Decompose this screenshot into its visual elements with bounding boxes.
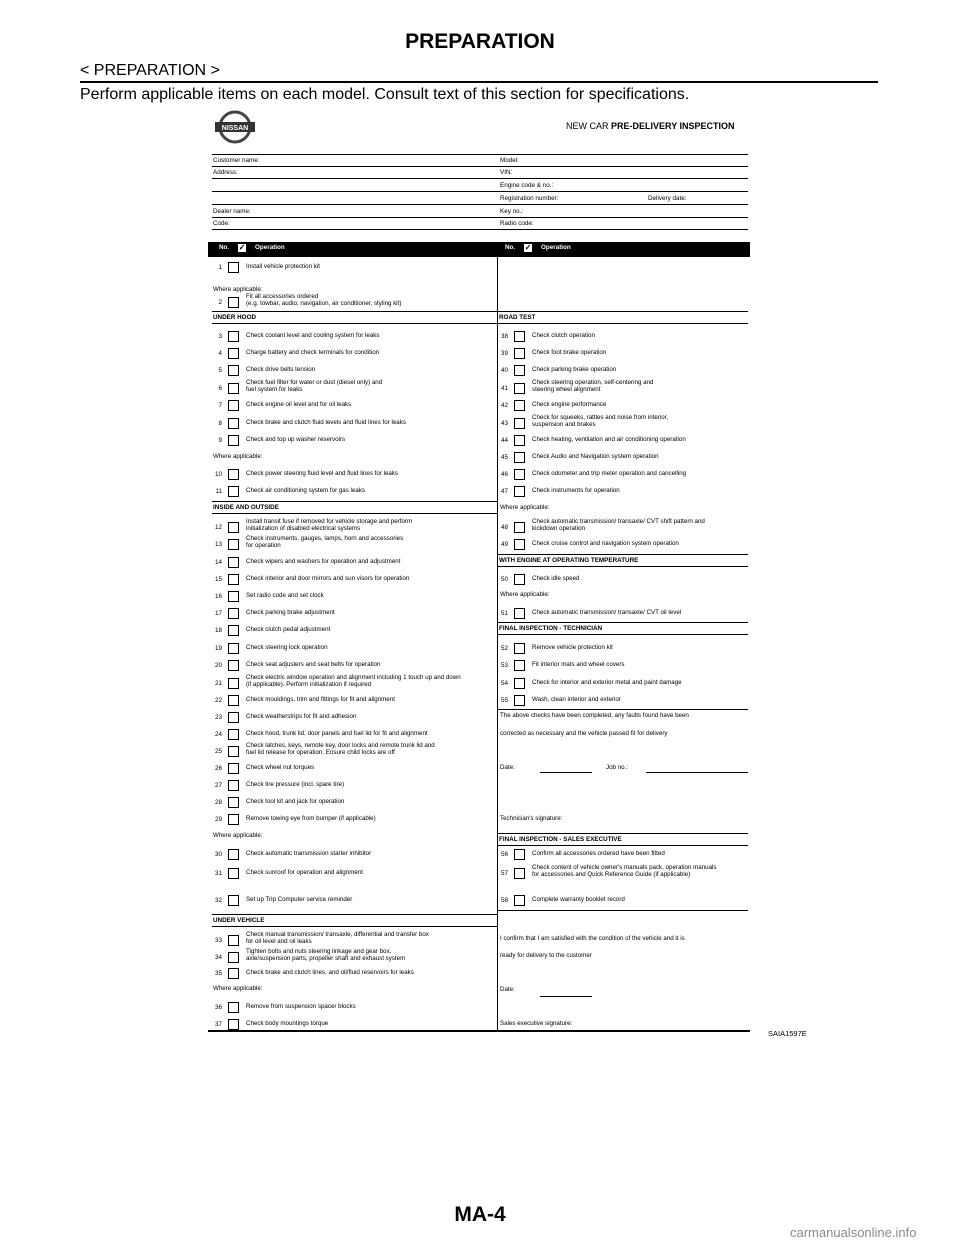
item-checkbox[interactable] [228,625,239,636]
nissan-logo [214,110,256,144]
item-number: 34 [214,954,222,961]
section-rule [212,513,497,514]
item-number: 46 [500,471,508,478]
item-number: 20 [214,662,222,669]
tech-signature-label: Technician's signature: [500,815,563,822]
item-number: 23 [214,714,222,721]
where-applicable-label: Where applicable: [500,591,550,598]
form-title [566,121,735,131]
item-number: 48 [500,524,508,531]
section-header: INSIDE AND OUTSIDE [213,504,279,511]
item-checkbox[interactable] [228,331,239,342]
check-icon: ✓ [238,243,246,252]
sales-statement-line2: ready for delivery to the customer [500,952,592,959]
item-text: Check foot brake operation [532,349,607,356]
item-number: 33 [214,937,222,944]
item-text: Check for interior and exterior metal and paint damage [532,679,682,686]
item-checkbox[interactable] [514,452,525,463]
item-checkbox[interactable] [228,297,239,308]
item-number: 39 [500,350,508,357]
item-number: 40 [500,367,508,374]
item-number: 14 [214,559,222,566]
model-field: Model: [500,157,519,164]
item-checkbox[interactable] [514,895,525,906]
section-header: FINAL INSPECTION - TECHNICIAN [499,625,603,632]
field-rule [212,191,748,192]
item-checkbox[interactable] [514,695,525,706]
item-number: 36 [214,1004,222,1011]
item-text: Check cruise control and navigation system operation [532,540,679,547]
vin-field: VIN: [500,169,513,176]
form-title-main: PRE-DELIVERY INSPECTION [611,121,735,131]
item-checkbox[interactable] [228,780,239,791]
item-checkbox[interactable] [228,469,239,480]
item-text: Wash, clean interior and exterior [532,696,621,703]
tech-statement-line1: The above checks have been completed, any faults found have been [500,712,689,719]
item-text: Check coolant level and cooling system for leaks [246,332,380,339]
item-checkbox[interactable] [228,797,239,808]
section-rule [498,622,748,623]
item-text: Check air conditioning system for gas leaks [246,487,365,494]
item-text: Complete warranty booklet record [532,896,625,903]
section-rule [498,634,748,635]
section-rule [498,833,748,834]
item-checkbox[interactable] [514,574,525,585]
item-text: Check interior and door mirrors and sun visors for operation [246,575,410,582]
item-checkbox[interactable] [228,814,239,825]
item-text: Check tool kit and jack for operation [246,798,345,805]
item-number: 6 [218,385,222,392]
item-text: Check heating, ventilation and air conditioning operation [532,436,686,443]
item-checkbox[interactable] [228,712,239,723]
item-number: 3 [218,333,222,340]
item-number: 4 [218,350,222,357]
section-rule [498,910,748,911]
item-text: Check hood, trunk lid, door panels and fuel lid for fit and alignment [246,730,428,737]
item-number: 21 [214,680,222,687]
tech-date-line [540,772,592,773]
operation-header: Operation [255,244,285,251]
section-header: FINAL INSPECTION - SALES EXECUTIVE [499,836,622,843]
item-text: Check sunroof for operation and alignment [246,869,363,876]
item-number: 50 [500,576,508,583]
section-rule [498,323,748,324]
tech-job-label: Job no.: [606,764,629,771]
item-text: Check parking brake adjustment [246,609,335,616]
item-checkbox[interactable] [514,331,525,342]
item-checkbox[interactable] [228,895,239,906]
item-text: Install transit fuse if removed for vehicle storage and perform initialization of disabled electrical systems [246,518,413,532]
item-checkbox[interactable] [228,400,239,411]
item-checkbox[interactable] [514,400,525,411]
section-rule [212,914,497,915]
section-rule [498,554,748,555]
sales-signature-label: Sales executive signature: [500,1020,573,1027]
item-text: Check idle speed [532,575,580,582]
item-number: 57 [500,870,508,877]
item-number: 5 [218,367,222,374]
item-text: Tighten bolts and nuts steering linkage and gear box, axle/suspension parts, propeller shaft and exhaust system [246,948,406,962]
item-number: 37 [214,1021,222,1028]
item-number: 15 [214,576,222,583]
field-rule [212,166,748,167]
item-number: 25 [214,748,222,755]
item-checkbox[interactable] [228,418,239,429]
item-checkbox[interactable] [514,486,525,497]
section-header: UNDER VEHICLE [213,917,265,924]
no-header: No. [505,244,516,251]
item-text: Check engine oil level and for oil leaks [246,401,352,408]
item-checkbox[interactable] [514,418,525,429]
item-number: 24 [214,731,222,738]
item-checkbox[interactable] [228,348,239,359]
item-checkbox[interactable] [228,365,239,376]
page-title: PREPARATION [405,30,555,53]
item-text: Check brake and clutch fluid levels and fluid lines for leaks [246,419,406,426]
where-applicable-label: Where applicable: [213,985,263,992]
item-text: Check drive belts tension [246,366,316,373]
section-rule [212,501,497,502]
item-text: Check automatic transmission/ transaxle/ CVT oil level [532,609,682,616]
item-checkbox[interactable] [514,660,525,671]
item-number: 2 [218,299,222,306]
item-text: Check instruments for operation [532,487,620,494]
tech-date-label: Date: [500,764,515,771]
item-checkbox[interactable] [514,849,525,860]
no-header: No. [219,244,230,251]
section-rule [498,566,748,567]
item-checkbox[interactable] [228,763,239,774]
item-number: 17 [214,610,222,617]
item-text: Remove towing eye from bumper (if applicable) [246,815,376,822]
item-checkbox[interactable] [228,383,239,394]
item-checkbox[interactable] [514,678,525,689]
item-checkbox[interactable] [228,660,239,671]
item-text: Check weatherstrips for fit and adhesion [246,713,357,720]
item-checkbox[interactable] [228,746,239,757]
radio-code-field: Radio code: [500,220,534,227]
item-text: Check power steering fluid level and fluid lines for leaks [246,470,399,477]
item-number: 19 [214,645,222,652]
item-number: 9 [218,437,222,444]
item-checkbox[interactable] [228,935,239,946]
item-text: Check steering operation, self-centering and steering wheel alignment [532,379,654,393]
item-text: Check odometer and trip meter operation and cancelling [532,470,687,477]
field-rule [212,229,748,230]
item-text: Check clutch operation [532,332,595,339]
where-applicable-label: Where applicable: [213,832,263,839]
dealer-name-field: Dealer name: [213,208,251,215]
item-text: Check and top up washer reservoirs [246,436,346,443]
item-number: 56 [500,851,508,858]
item-text: Check mouldings, trim and fittings for fit and alignment [246,696,395,703]
form-bottom-rule [208,1030,750,1032]
where-applicable-label: Where applicable: [213,286,263,293]
item-checkbox[interactable] [514,469,525,480]
item-checkbox[interactable] [228,1002,239,1013]
table-header [208,242,750,257]
page-number: MA-4 [454,1203,506,1226]
item-text: Check automatic transmission/ transaxle/ CVT shift pattern and kickdown operation [532,518,705,532]
field-rule [212,154,748,155]
item-checkbox[interactable] [228,557,239,568]
item-checkbox[interactable] [514,348,525,359]
item-number: 32 [214,897,222,904]
item-number: 54 [500,680,508,687]
item-number: 31 [214,870,222,877]
item-number: 1 [218,264,222,271]
tech-statement-line2: corrected as necessary and the vehicle passed fit for delivery [500,730,668,737]
key-no-field: Key no.: [500,208,524,215]
item-checkbox[interactable] [228,591,239,602]
item-checkbox[interactable] [228,678,239,689]
item-checkbox[interactable] [228,643,239,654]
check-icon: ✓ [524,243,532,252]
item-number: 26 [214,765,222,772]
item-text: Check Audio and Navigation system operation [532,453,659,460]
item-checkbox[interactable] [228,435,239,446]
item-text: Check body mountings torque [246,1020,329,1027]
customer-name-field: Customer name: [213,157,260,164]
section-rule [498,311,748,312]
figure-code: SAIA1597E [768,1029,807,1038]
item-number: 27 [214,782,222,789]
item-checkbox[interactable] [514,643,525,654]
sales-date-label: Date: [500,986,515,993]
item-checkbox[interactable] [514,868,525,879]
item-text: Check clutch pedal adjustment [246,626,331,633]
item-checkbox[interactable] [228,608,239,619]
item-checkbox[interactable] [514,522,525,533]
item-number: 45 [500,454,508,461]
item-text: Check brake and clutch lines, and oil/fluid reservoirs for leaks [246,969,414,976]
item-text: Install vehicle protection kit [246,263,320,270]
item-number: 53 [500,662,508,669]
item-text: Check for squeeks, rattles and noise from interior, suspension and brakes [532,414,669,428]
section-rule [212,926,497,927]
item-text: Check content of vehicle owner's manuals pack, operation manuals for accessories and Quick Reference Guide (if applicable) [532,864,717,878]
item-checkbox[interactable] [228,574,239,585]
item-checkbox[interactable] [514,608,525,619]
item-number: 29 [214,816,222,823]
logo-text: NISSAN [221,125,249,132]
item-text: Remove vehicle protection kit [532,644,613,651]
code-field: Code: [213,220,230,227]
item-number: 43 [500,420,508,427]
item-number: 51 [500,610,508,617]
item-number: 7 [218,402,222,409]
section-rule [212,311,497,312]
section-header: ROAD TEST [499,314,536,321]
item-number: 38 [500,333,508,340]
header-rule [80,81,878,83]
item-number: 58 [500,897,508,904]
form-title-prefix: NEW CAR [566,121,609,131]
item-number: 18 [214,627,222,634]
registration-field: Registration number: [500,195,559,202]
engine-code-field: Engine code & no.: [500,182,554,189]
item-number: 30 [214,851,222,858]
item-checkbox[interactable] [514,383,525,394]
sales-statement-line1: I confirm that I am satisfied with the condition of the vehicle and it is [500,935,685,942]
item-text: Check steering lock operation [246,644,328,651]
item-number: 12 [214,524,222,531]
item-number: 44 [500,437,508,444]
item-checkbox[interactable] [228,968,239,979]
item-text: Fit all accessories ordered (e.g. towbar, audio, navigation, air conditioner, styling kit) [246,293,402,307]
item-text: Check automatic transmission starter inhibitor [246,850,372,857]
item-number: 52 [500,645,508,652]
item-checkbox[interactable] [514,539,525,550]
where-applicable-label: Where applicable: [213,453,263,460]
item-text: Check latches, keys, remote key, door locks and remote trunk lid and fuel lid release for operation. Ensure child locks are off [246,742,435,756]
item-number: 41 [500,385,508,392]
item-number: 47 [500,488,508,495]
item-checkbox[interactable] [228,486,239,497]
item-number: 16 [214,593,222,600]
item-text: Remove from suspension spacer blocks [246,1003,356,1010]
delivery-date-field: Delivery date: [648,195,687,202]
item-text: Check wheel nut torques [246,764,315,771]
field-rule [212,204,748,205]
item-text: Check electric window operation and alignment including 1 touch up and down (if applicable). Perform initialization if required [246,674,461,688]
item-checkbox[interactable] [228,849,239,860]
item-checkbox[interactable] [228,539,239,550]
item-number: 8 [218,420,222,427]
item-text: Check engine performance [532,401,607,408]
item-number: 49 [500,541,508,548]
where-applicable-label: Where applicable: [500,504,550,511]
item-checkbox[interactable] [228,868,239,879]
field-rule [212,217,748,218]
item-text: Check fuel filter for water or dust (diesel only) and fuel system for leaks [246,379,383,393]
sales-date-line [540,996,592,997]
tech-job-line [646,772,748,773]
watermark: carmanualsonline.info [790,1225,917,1240]
item-number: 13 [214,541,222,548]
item-checkbox[interactable] [514,365,525,376]
item-text: Check parking brake operation [532,366,617,373]
section-rule [498,845,748,846]
item-number: 35 [214,970,222,977]
section-rule [498,709,748,710]
item-text: Charge battery and check terminals for condition [246,349,380,356]
item-text: Check instruments, gauges, lamps, horn and accessories for operation [246,535,404,549]
item-checkbox[interactable] [228,1019,239,1030]
item-checkbox[interactable] [514,435,525,446]
item-text: Check tire pressure (incl. spare tire) [246,781,344,788]
item-number: 28 [214,799,222,806]
section-rule [212,323,497,324]
item-number: 11 [215,488,222,495]
section-header: WITH ENGINE AT OPERATING TEMPERATURE [499,557,639,564]
section-header: UNDER HOOD [213,314,257,321]
section-label: < PREPARATION > [80,62,220,79]
item-text: Confirm all accessories ordered have been fitted [532,850,665,857]
intro-text: Perform applicable items on each model. Consult text of this section for specifications. [80,86,690,103]
item-text: Check wipers and washers for operation and adjustment [246,558,401,565]
item-number: 55 [500,697,508,704]
item-number: 42 [500,402,508,409]
item-number: 22 [214,697,222,704]
item-text: Check seat adjusters and seat belts for operation [246,661,381,668]
item-text: Fit interior mats and wheel covers [532,661,625,668]
operation-header: Operation [541,244,571,251]
item-text: Set radio code and set clock [246,592,324,599]
item-checkbox[interactable] [228,952,239,963]
item-checkbox[interactable] [228,695,239,706]
item-number: 10 [214,471,222,478]
item-checkbox[interactable] [228,522,239,533]
item-text: Set up Trip Computer service reminder [246,896,353,903]
item-checkbox[interactable] [228,262,239,273]
item-checkbox[interactable] [228,729,239,740]
field-rule [212,178,748,179]
item-text: Check manual transmission/ transaxle, differential and transfer box for oil level and oil leaks [246,931,429,945]
address-field: Address: [213,169,238,176]
